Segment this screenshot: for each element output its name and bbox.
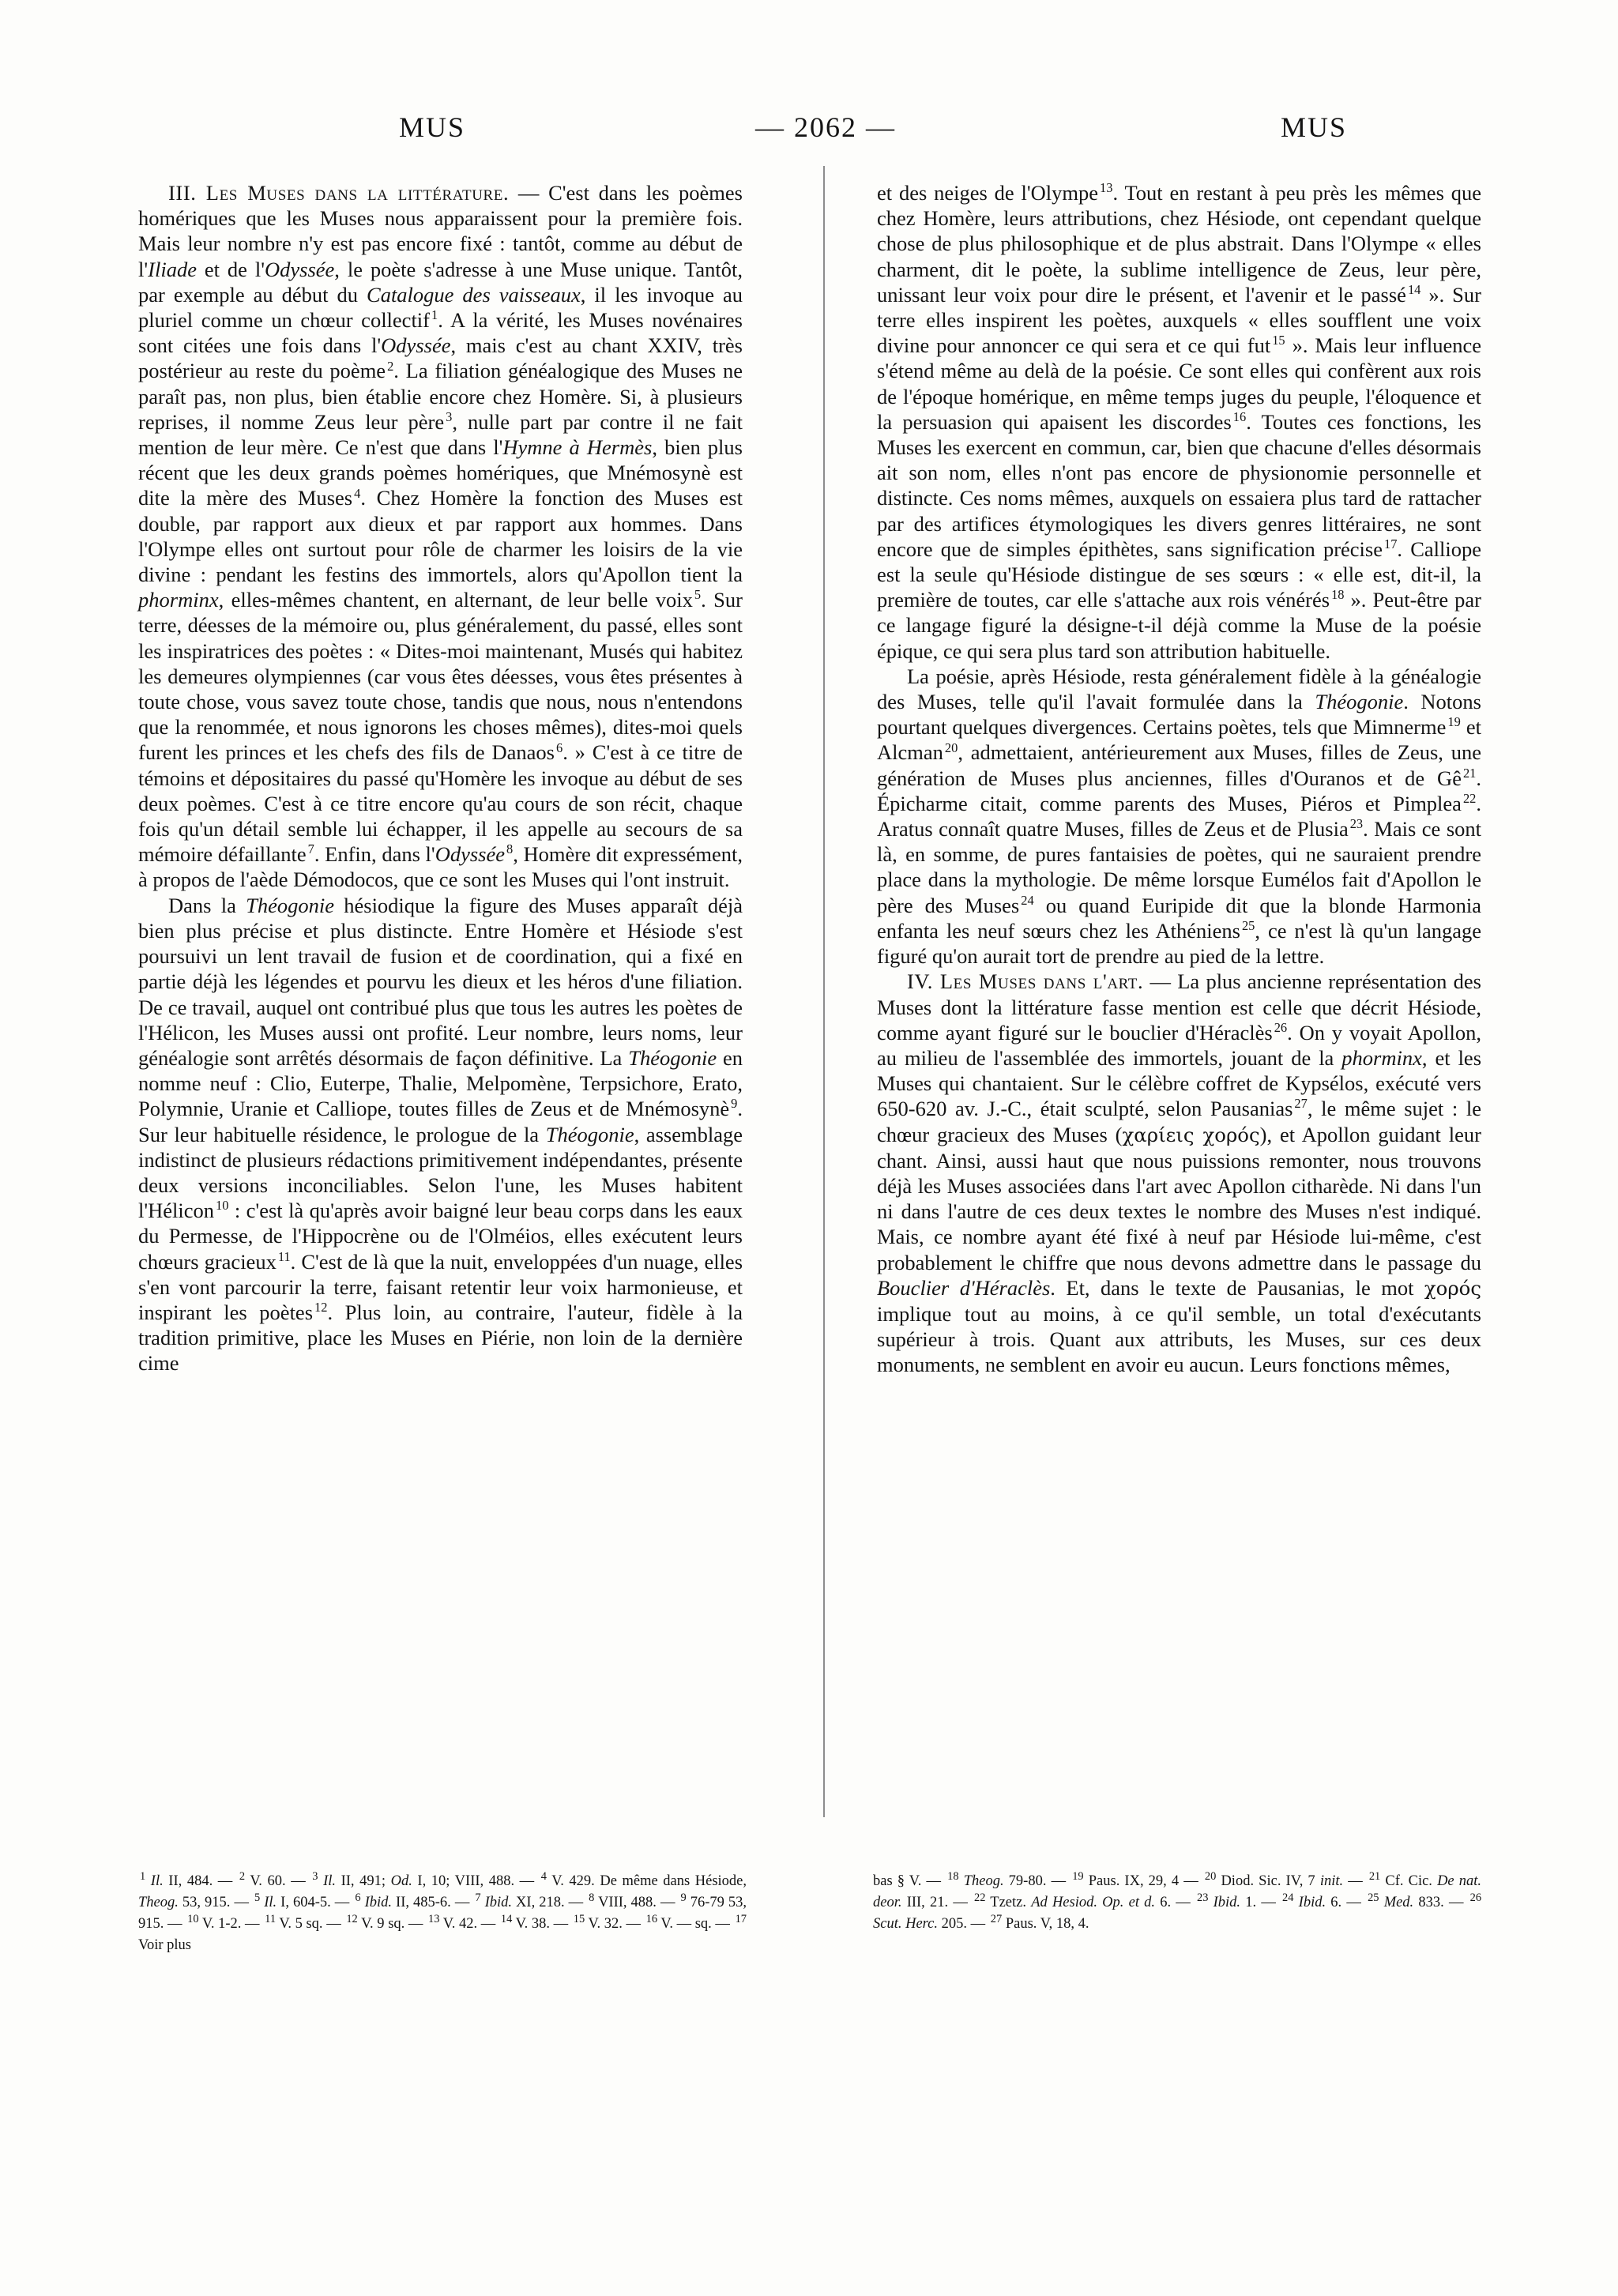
footnote-separator-rule xyxy=(138,1863,280,1864)
footnotes-right xyxy=(873,1871,1481,1935)
column-divider-rule xyxy=(823,166,825,1817)
paragraph-hesiode-attributions: et des neiges de l'Olympe $^{13}$. Tout en restant à peu près les mêmes que chez Homère, leurs attributions, chez Hésiode, ont cependant quelque chose de plus philosophique et de plus abstrait. Dans l'Olympe « elles charment, dit le poète, la sublime intelligence de Zeus, leur père, unissant leur voix pour dire le présent, et l'avenir et le passé $^{14}$ ». Sur terre elles inspirent les poètes, auxquels « elles soufflent une voix divine pour annoncer ce qui sera et ce qui fut $^{15}$ ». Mais leur influence s'étend même au delà de la poésie. Ce sont elles qui confèrent aux rois de l'époque homérique, en même temps juges du peuple, l'éloquence et la persuasion qui apaisent les discordes $^{16}$. Toutes ces fonctions, les Muses les exercent en commun, car, bien que chacune d'elles désormais ait son nom, elles n'ont pas encore de physionomie personnelle et distincte. Ces noms mêmes, auxquels on essaiera plus tard de rattacher par des artifices étymologiques les divers genres littéraires, ne sont encore que de simples épithètes, sans signification précise $^{17}$. Calliope est la seule qu'Hésiode distingue de ses sœurs : « elle est, dit-il, la première de toutes, car elle s'attache aux rois vénérés $^{18}$ ». Peut-être par ce langage figuré la désigne-t-il déjà comme la Muse de la poésie épique, ce qui sera plus tard son attribution habituelle. xyxy=(877,180,1481,663)
footnote-line-right: bas § V. — $^{18}$ Theog. 79-80. — $^{19}$ Paus. IX, 29, 4 — $^{20}$ Diod. Sic. IV, 7 init. — $^{21}$ Cf. Cic. De nat. deor. III, 21. — $^{22}$ Tzetz. Ad Hesiod. Op. et d. 6. — $^{23}$ Ibid. 1. — $^{24}$ Ibid. 6. — $^{25}$ Med. 833. — $^{26}$ Scut. Herc. 205. — $^{27}$ Paus. V, 18, 4. xyxy=(873,1869,1482,1932)
greek-term-charieis-choros: χαρίεις χορός xyxy=(1122,1123,1260,1146)
running-head-right: MUS xyxy=(1280,111,1347,143)
section-heading-iv: IV. Les Muses dans l'art. xyxy=(907,969,1144,994)
greek-term-choros: χορός xyxy=(1424,1276,1482,1300)
left-column xyxy=(138,180,743,1376)
section-heading-iii: III. Les Muses dans la littérature. xyxy=(168,181,510,205)
paragraph-art-intro: IV. Les Muses dans l'art. — La plus ancienne représentation des Muses dont la littérature fasse mention est celle que décrit Hésiode, comme ayant figuré sur le bouclier d'Héraclès $^{26}$. On y voyait Apollon, au milieu de l'assemblée des immortels, jouant de la phorminx, et les Muses qui chantaient. Sur le célèbre coffret de Kypsélos, exécuté vers 650-620 av. J.-C., était sculpté, selon Pausanias $^{27}$, le même sujet : le chœur gracieux des Muses (χαρίεις χορός), et Apollon guidant leur chant. Ainsi, aussi haut que nous puissions remonter, nous trouvons déjà les Muses associées dans l'art avec Apollon citharède. Ni dans l'un ni dans l'autre de ces deux textes le nombre des Muses n'est indiqué. Mais, ce nombre ayant été fixé à neuf par Hésiode lui-même, c'est probablement le chiffre que nous devons admettre dans le passage du Bouclier d'Héraclès. Et, dans le texte de Pausanias, le mot χορός implique tout au moins, à ce qu'il semble, un total d'exécutants supérieur à trois. Quant aux attributs, les Muses, sur ces deux monuments, ne semblent en avoir eu aucun. Leurs fonctions mêmes, xyxy=(877,969,1482,1377)
footnotes-left xyxy=(138,1871,747,1956)
right-column xyxy=(877,180,1481,1378)
paragraph-genealogie-divergences: La poésie, après Hésiode, resta généralement fidèle à la généalogie des Muses, telle qu'il l'avait formulée dans la Théogonie. Notons pourtant quelques divergences. Certains poètes, tels que Mimnerme $^{19}$ et Alcman $^{20}$, admettaient, antérieurement aux Muses, filles de Zeus, une génération de Muses plus anciennes, filles d'Ouranos et de Gê $^{21}$. Épicharme citait, comme parents des Muses, Piéros et Pimplea $^{22}$. Aratus connaît quatre Muses, filles de Zeus et de Plusia $^{23}$. Mais ce sont là, en somme, de pures fantaisies de poètes, qui ne sauraient prendre place dans la mythologie. De même lorsque Eumélos fait d'Apollon le père des Muses $^{24}$ ou quand Euripide dit que la blonde Harmonia enfanta les neuf sœurs chez les Athéniens $^{25}$, ce n'est là qu'un langage figuré qu'on aurait tort de prendre au pied de la lettre. xyxy=(877,664,1482,969)
footnote-line-left: $^1$ Il. II, 484. — $^2$ V. 60. — $^3$ Il. II, 491; Od. I, 10; VIII, 488. — $^4$ V. 429. De même dans Hésiode, Theog. 53, 915. — $^5$ Il. I, 604-5. — $^6$ Ibid. II, 485-6. — $^7$ Ibid. XI, 218. — $^8$ VIII, 488. — $^9$ 76-79 53, 915. — $^{10}$ V. 1-2. — $^{11}$ V. 5 sq. — $^{12}$ V. 9 sq. — $^{13}$ V. 42. — $^{14}$ V. 38. — $^{15}$ V. 32. — $^{16}$ V. — sq. — $^{17}$ Voir plus xyxy=(138,1869,747,1953)
paragraph-theogonie: Dans la Théogonie hésiodique la figure des Muses apparaît déjà bien plus précise et plus distincte. Entre Homère et Hésiode s'est poursuivi un lent travail de fusion et de coordination, qui a fixé en partie déjà les légendes et pourvu les dieux et les héros d'une filiation. De ce travail, auquel ont contribué plus que tous les autres les poètes de l'Hélicon, les Muses aussi ont profité. Leur nombre, leurs noms, leur généalogie sont arrêtés désormais de façon définitive. La Théogonie en nomme neuf : Clio, Euterpe, Thalie, Melpomène, Terpsichore, Erato, Polymnie, Uranie et Calliope, toutes filles de Zeus et de Mnémosynè $^9$. Sur leur habituelle résidence, le prologue de la Théogonie, assemblage indistinct de plusieurs rédactions primitivement indépendantes, présente deux versions inconciliables. Selon l'une, les Muses habitent l'Hélicon $^{10}$ : c'est là qu'après avoir baigné leur beau corps dans les eaux du Permesse, de l'Hippocrène ou de l'Olméios, elles exécutent leurs chœurs gracieux $^{11}$. C'est de là que la nuit, enveloppées d'un nuage, elles s'en vont parcourir la terre, faisant retentir leur voix harmonieuse, et inspirant les poètes $^{12}$. Plus loin, au contraire, l'auteur, fidèle à la tradition primitive, place les Muses en Piérie, non loin de la dernière cime xyxy=(138,893,743,1376)
running-head-left: MUS xyxy=(399,111,466,143)
page-number: — 2062 — xyxy=(755,111,896,143)
running-head xyxy=(138,111,1481,158)
paragraph-literature-intro: III. Les Muses dans la littérature. — C'est dans les poèmes homériques que les Muses nous apparaissent pour la première fois. Mais leur nombre n'y est pas encore fixé : tantôt, comme au début de l'Iliade et de l'Odyssée, le poète s'adresse à une Muse unique. Tantôt, par exemple au début du Catalogue des vaisseaux, il les invoque au pluriel comme un chœur collectif $^1$. A la vérité, les Muses novénaires sont citées une fois dans l'Odyssée, mais c'est au chant XXIV, très postérieur au reste du poème $^2$. La filiation généalogique des Muses ne paraît pas, non plus, bien établie encore chez Homère. Si, à plusieurs reprises, il nomme Zeus leur père $^3$, nulle part par contre il ne fait mention de leur mère. Ce n'est que dans l'Hymne à Hermès, bien plus récent que les deux grands poèmes homériques, que Mnémosynè est dite la mère des Muses $^4$. Chez Homère la fonction des Muses est double, par rapport aux dieux et par rapport aux hommes. Dans l'Olympe elles ont surtout pour rôle de charmer les loisirs de la vie divine : pendant les festins des immortels, alors qu'Apollon tient la phorminx, elles-mêmes chantent, en alternant, de leur belle voix $^5$. Sur terre, déesses de la mémoire ou, plus généralement, du passé, elles sont les inspiratrices des poètes : « Dites-moi maintenant, Musés qui habitez les demeures olympiennes (car vous êtes déesses, vous êtes présentes à toute chose, vous savez toute chose, tandis que nous, nous n'entendons que la renommée, et nous ignorons les choses mêmes), dites-moi quels furent les princes et les chefs des fils de Danaos $^6$. » C'est à ce titre de témoins et dépositaires du passé qu'Homère les invoque au début de ses deux poèmes. C'est à ce titre encore qu'au cours de son récit, chaque fois qu'un détail semble lui échapper, il les appelle au secours de sa mémoire défaillante $^7$. Enfin, dans l'Odyssée $^8$, Homère dit expressément, à propos de l'aède Démodocos, que ce sont les Muses qui l'ont instruit. xyxy=(138,181,743,892)
